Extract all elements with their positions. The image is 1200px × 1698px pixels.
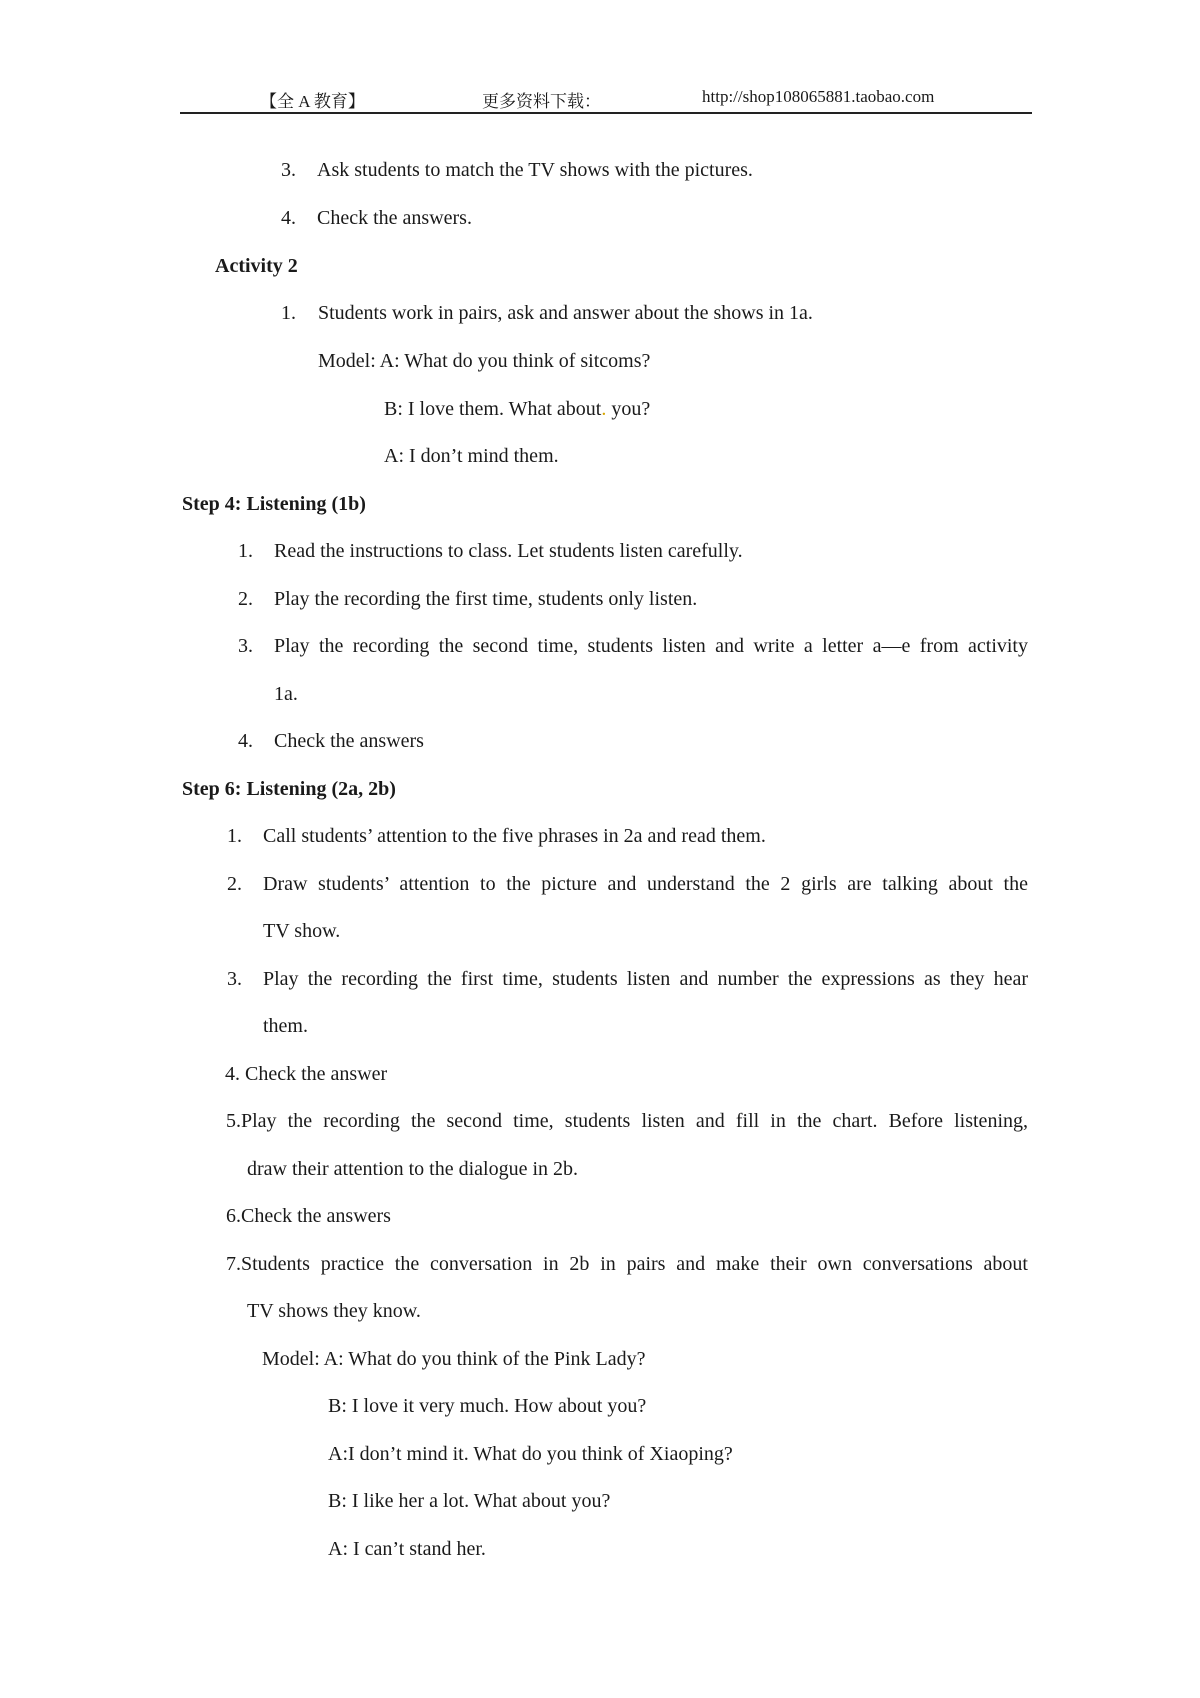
model-dialogue-line: A: I can’t stand her. <box>328 1538 486 1560</box>
activity-2-heading: Activity 2 <box>215 255 298 277</box>
step-6-heading: Step 6: Listening (2a, 2b) <box>182 778 396 800</box>
item-text: Students work in pairs, ask and answer about the shows in 1a. <box>318 302 813 324</box>
item-text: Read the instructions to class. Let students listen carefully. <box>274 540 743 562</box>
item-number: 4. <box>238 730 253 752</box>
item-continuation: TV show. <box>263 920 341 942</box>
item-text: Check the answers <box>274 730 424 752</box>
list-item: 5.Play the recording the second time, students listen and fill in the chart. Before listening, <box>226 1110 1028 1132</box>
item-text: Call students’ attention to the five phrases in 2a and read them. <box>263 825 766 847</box>
header-brand: 【全 A 教育】 <box>260 92 365 111</box>
mark-dot-icon: . <box>601 398 607 420</box>
model-dialogue-line: Model: A: What do you think of the Pink Lady? <box>262 1348 646 1370</box>
list-item: 4. Check the answer <box>225 1063 388 1085</box>
item-text: Ask students to match the TV shows with the pictures. <box>317 159 753 181</box>
item-continuation: TV shows they know. <box>247 1300 421 1322</box>
header-shop-link[interactable]: http://shop108065881.taobao.com <box>702 87 935 106</box>
item-number: 3. <box>227 968 242 990</box>
item-number: 1. <box>227 825 242 847</box>
item-text: Play the recording the second time, students listen and write a letter a—e from activity <box>274 635 1028 657</box>
item-continuation: 1a. <box>274 683 298 705</box>
item-number: 4. <box>281 207 296 229</box>
model-dialogue-line: A:I don’t mind it. What do you think of Xiaoping? <box>328 1443 733 1465</box>
step-4-heading: Step 4: Listening (1b) <box>182 493 366 515</box>
header-download-label: 更多资料下载： <box>482 92 601 111</box>
item-number: 1. <box>238 540 253 562</box>
item-text: Play the recording the first time, students only listen. <box>274 588 698 610</box>
item-continuation: them. <box>263 1015 308 1037</box>
item-text: Draw students’ attention to the picture and understand the 2 girls are talking about the <box>263 873 1028 895</box>
model-dialogue-line <box>384 397 650 421</box>
dialogue-text-end: you? <box>611 398 651 420</box>
list-item <box>227 967 1028 991</box>
item-continuation: draw their attention to the dialogue in 2b. <box>247 1158 579 1180</box>
model-dialogue-line: A: I don’t mind them. <box>384 445 559 467</box>
model-dialogue-line: Model: A: What do you think of sitcoms? <box>318 350 651 372</box>
list-item: 6.Check the answers <box>226 1205 391 1227</box>
item-number: 1. <box>281 302 296 324</box>
item-number: 2. <box>227 873 242 895</box>
model-dialogue-line: B: I love it very much. How about you? <box>328 1395 647 1417</box>
item-number: 2. <box>238 588 253 610</box>
list-item: 7.Students practice the conversation in 2b in pairs and make their own conversations about <box>226 1253 1028 1275</box>
item-text: Check the answers. <box>317 207 472 229</box>
list-item <box>238 634 1028 658</box>
list-item <box>227 872 1028 896</box>
page-header <box>180 84 1032 114</box>
item-text: Play the recording the first time, students listen and number the expressions as they hear <box>263 968 1028 990</box>
item-number: 3. <box>238 635 253 657</box>
item-number: 3. <box>281 159 296 181</box>
model-dialogue-line: B: I like her a lot. What about you? <box>328 1490 611 1512</box>
dialogue-text: B: I love them. What about <box>384 398 602 420</box>
